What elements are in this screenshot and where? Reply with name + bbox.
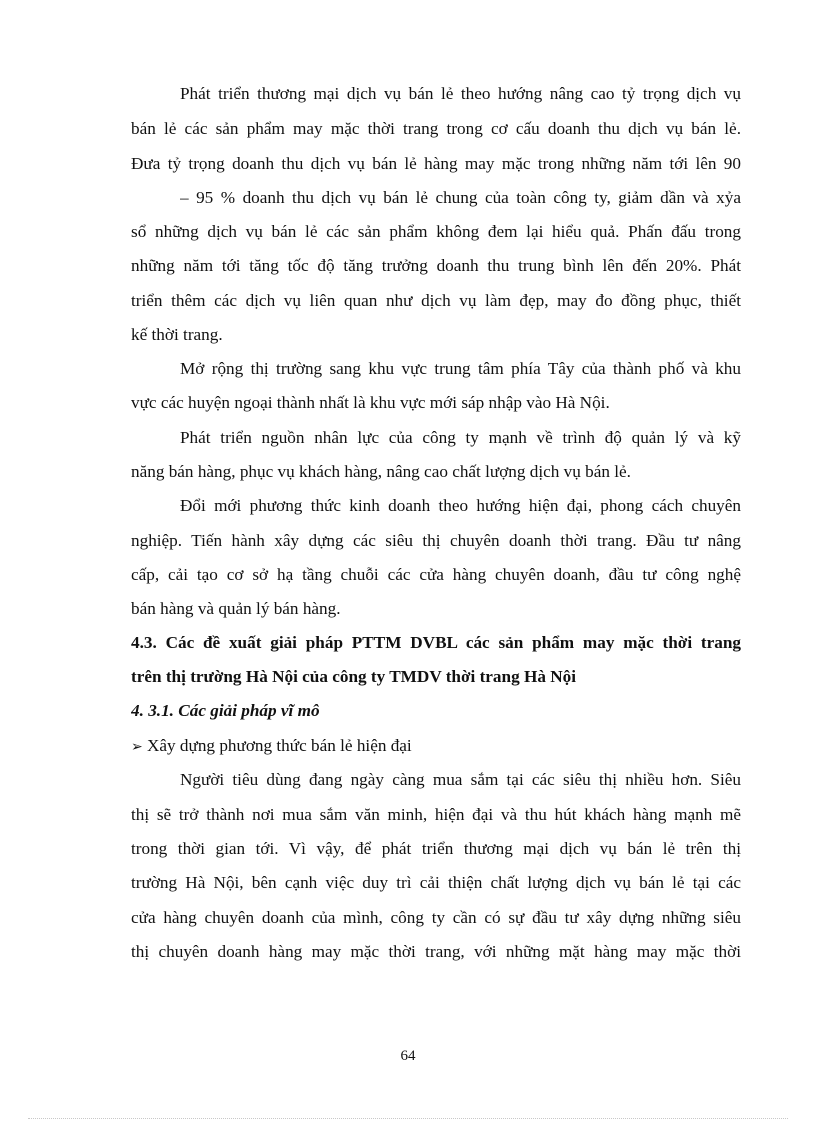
section-heading: trên thị trường Hà Nội của công ty TMDV thời trang Hà Nội: [131, 667, 577, 686]
section-heading: 4.3. Các đề xuất giải pháp PTTM DVBL các sản phẩm may mặc thời trang: [131, 633, 741, 652]
text-line: nghiệp. Tiến hành xây dựng các siêu thị chuyên doanh thời trang. Đầu tư nâng: [131, 531, 741, 550]
text-line: thị chuyên doanh hàng may mặc thời trang, với những mặt hàng may mặc thời: [131, 942, 741, 961]
text-line: sổ những dịch vụ bán lẻ các sản phẩm không đem lại hiểu quả. Phấn đấu trong: [131, 222, 741, 241]
text-line: cấp, cải tạo cơ sở hạ tầng chuỗi các cửa hàng chuyên doanh, đầu tư công nghệ: [131, 565, 741, 584]
text-line: vực các huyện ngoại thành nhất là khu vực mới sáp nhập vào Hà Nội.: [131, 393, 610, 412]
text-line: những năm tới tăng tốc độ tăng trưởng doanh thu trung bình lên đến 20%. Phát: [131, 256, 741, 275]
page-bottom-divider: [28, 1118, 788, 1119]
bullet-text: Xây dựng phương thức bán lẻ hiện đại: [147, 736, 412, 755]
text-line: Đưa tỷ trọng doanh thu dịch vụ bán lẻ hàng may mặc trong những năm tới lên 90: [131, 154, 741, 173]
text-line: triển thêm các dịch vụ liên quan như dịch vụ làm đẹp, may đo đồng phục, thiết: [131, 291, 741, 310]
text-line: bán lẻ các sản phẩm may mặc thời trang trong cơ cấu doanh thu dịch vụ bán lẻ.: [131, 119, 741, 138]
text-line: bán hàng và quản lý bán hàng.: [131, 599, 341, 618]
arrow-bullet-icon: ➢: [131, 740, 143, 755]
text-line: thị sẽ trở thành nơi mua sắm văn minh, hiện đại và thu hút khách hàng mạnh mẽ: [131, 805, 741, 824]
page-number: 64: [400, 1048, 416, 1064]
text-line: Mở rộng thị trường sang khu vực trung tâm phía Tây của thành phố và khu: [180, 359, 741, 378]
text-line: trường Hà Nội, bên cạnh việc duy trì cải thiện chất lượng dịch vụ bán lẻ tại các: [131, 873, 741, 892]
text-line: trong thời gian tới. Vì vậy, để phát triển thương mại dịch vụ bán lẻ trên thị: [131, 839, 741, 858]
text-line: kế thời trang.: [131, 325, 223, 344]
text-line: cửa hàng chuyên doanh của mình, công ty cần có sự đầu tư xây dựng những siêu: [131, 908, 741, 927]
text-line: – 95 % doanh thu dịch vụ bán lẻ chung của toàn công ty, giảm dần và xỷa: [180, 188, 741, 207]
text-line: Đổi mới phương thức kinh doanh theo hướng hiện đại, phong cách chuyên: [180, 496, 741, 515]
text-line: Phát triển thương mại dịch vụ bán lẻ theo hướng nâng cao tỷ trọng dịch vụ: [180, 84, 741, 103]
text-line: năng bán hàng, phục vụ khách hàng, nâng cao chất lượng dịch vụ bán lẻ.: [131, 462, 631, 481]
subsection-heading: 4. 3.1. Các giải pháp vĩ mô: [131, 701, 320, 720]
text-line: Người tiêu dùng đang ngày càng mua sắm tại các siêu thị nhiều hơn. Siêu: [180, 770, 741, 789]
text-line: Phát triển nguồn nhân lực của công ty mạnh về trình độ quản lý và kỹ: [180, 428, 741, 447]
bullet-item: [131, 734, 741, 760]
